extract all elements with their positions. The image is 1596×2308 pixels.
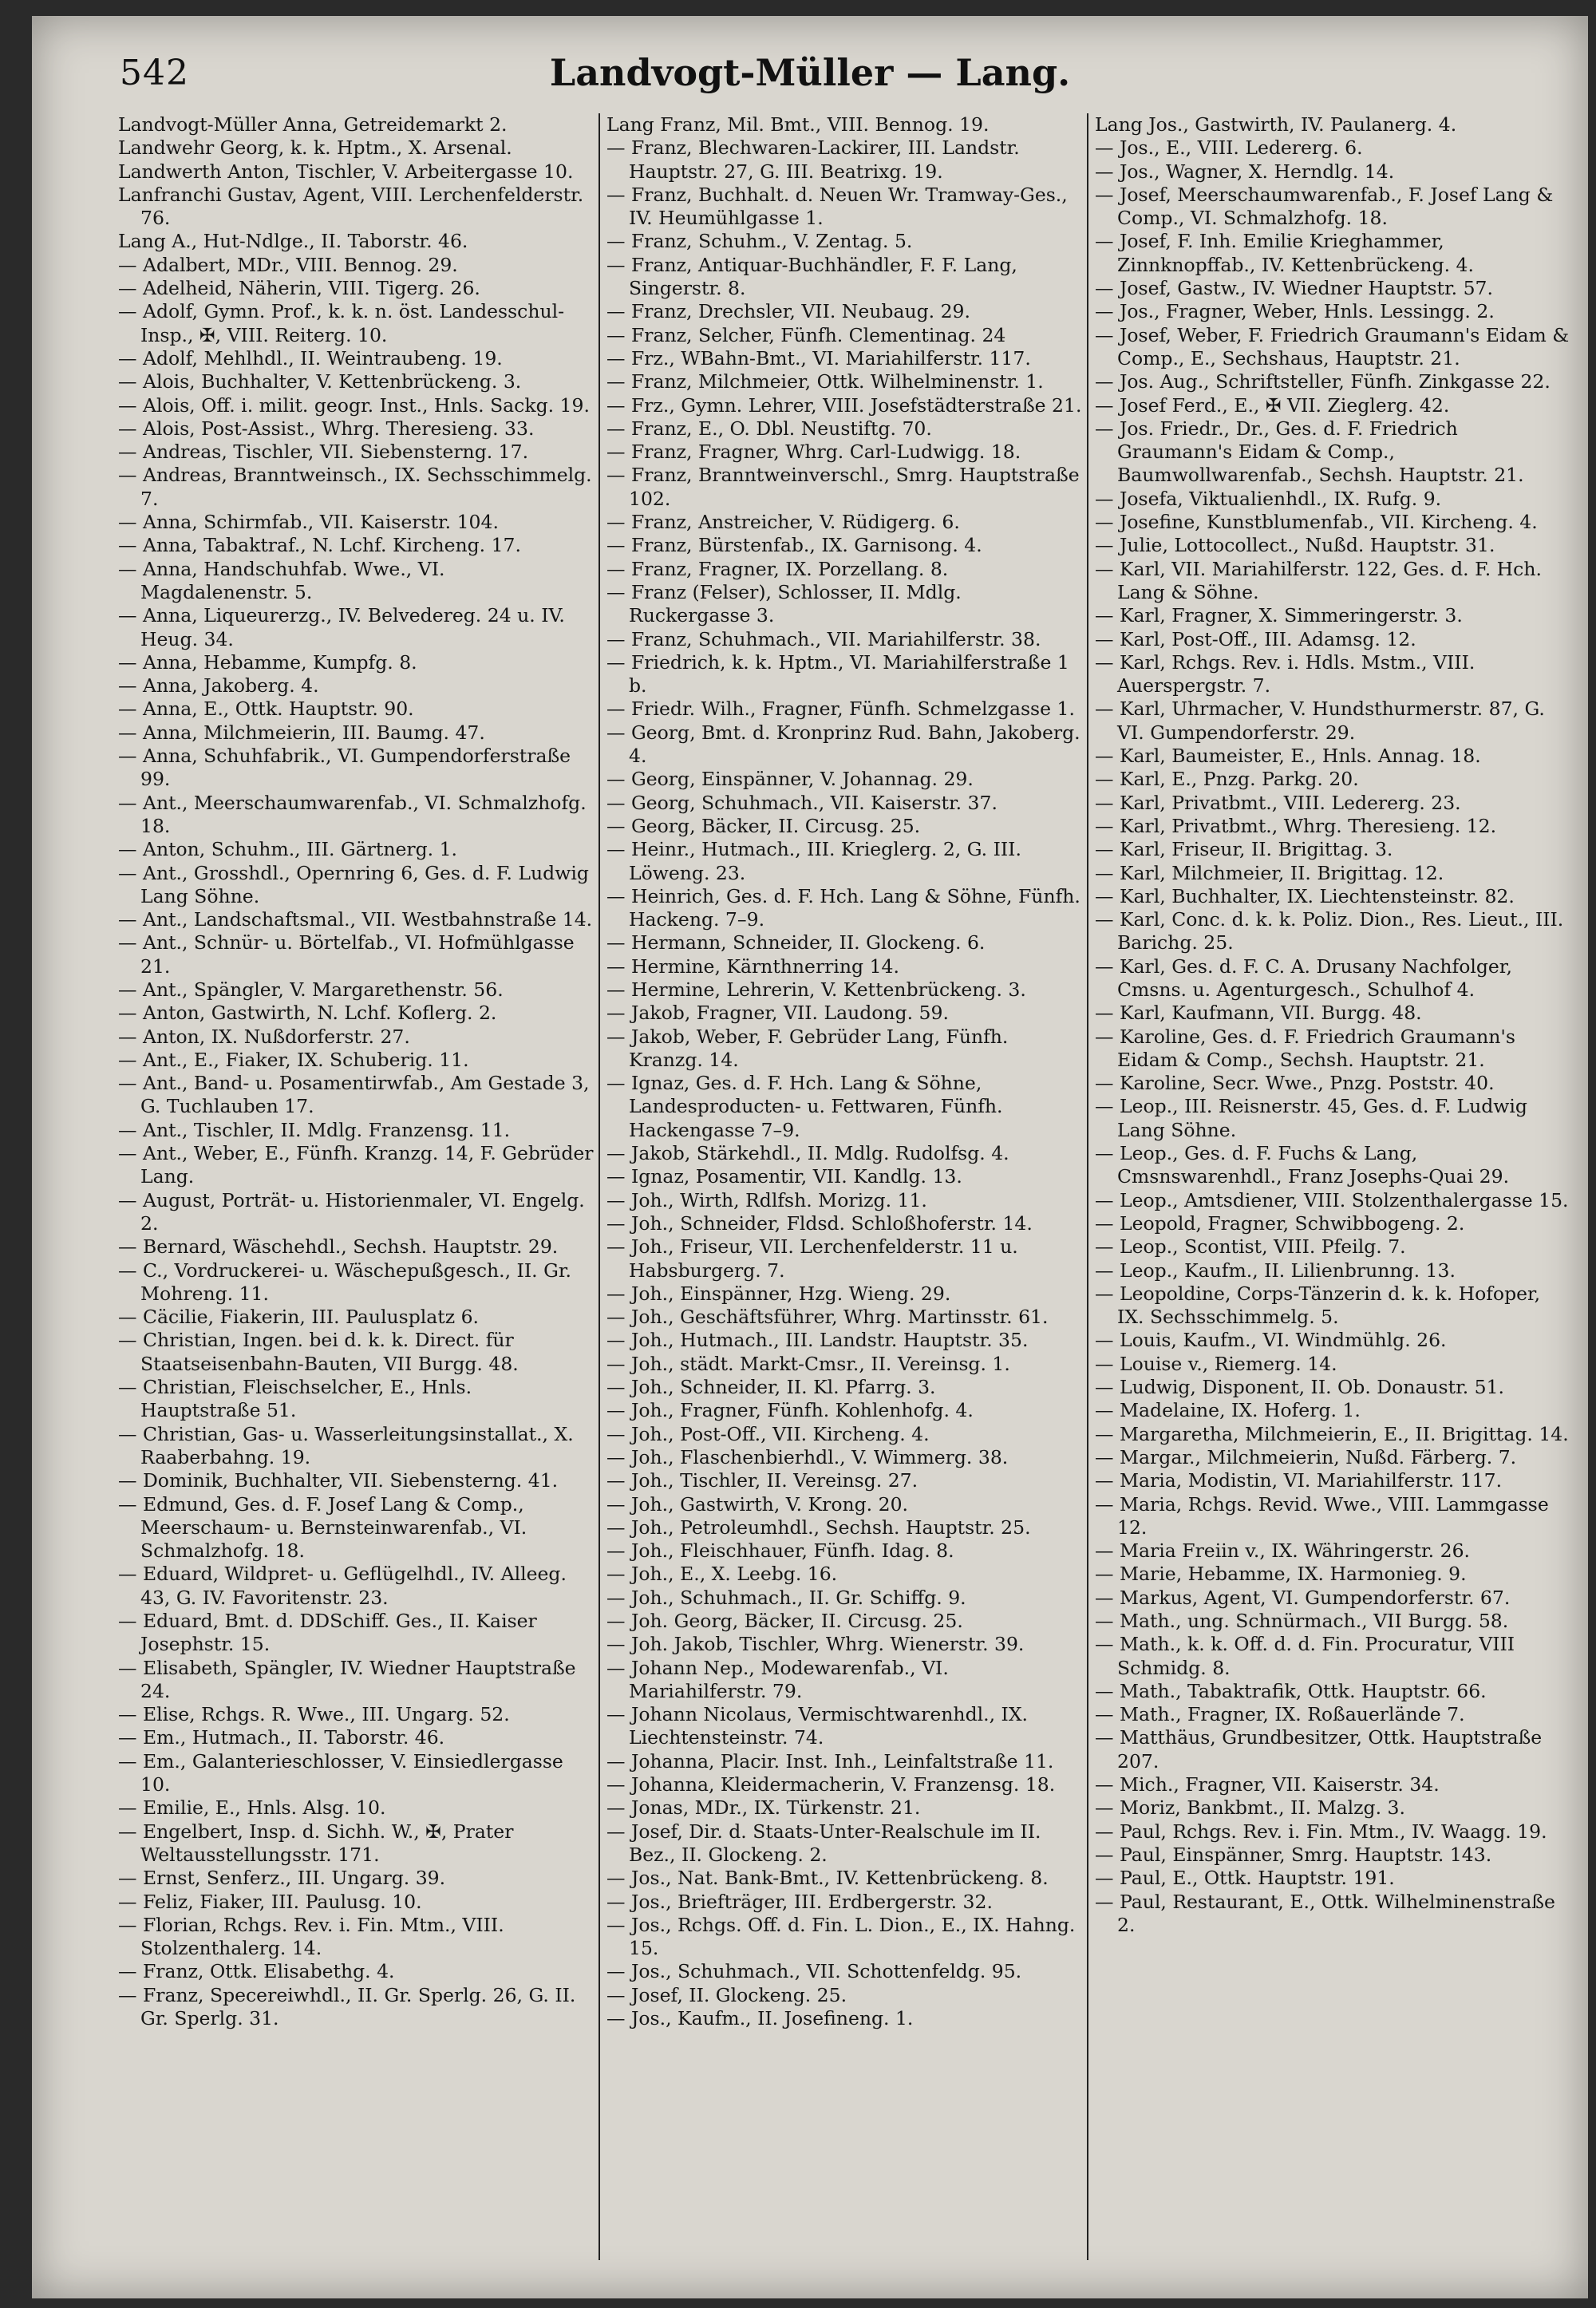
column-divider: [598, 113, 600, 2260]
directory-entry: — Karl, Privatbmt., VIII. Ledererg. 23.: [1095, 791, 1461, 814]
directory-entry: — Markus, Agent, VI. Gumpendorferstr. 67.: [1095, 1586, 1511, 1609]
running-head: Landvogt-Müller — Lang.: [549, 51, 1071, 94]
directory-entry: — Em., Galanterieschlosser, V. Einsiedlergasse 10.: [118, 1749, 563, 1796]
directory-entry: — Ignaz, Ges. d. F. Hch. Lang & Söhne, Landesproducten- u. Fettwaren, Fünfh. Hackengasse 7–9.: [606, 1072, 1003, 1141]
directory-entry: — Anton, Gastwirth, N. Lchf. Koflerg. 2.: [118, 1002, 497, 1025]
directory-entry: — Ant., Landschaftsmal., VII. Westbahnstraße 14.: [118, 908, 593, 931]
directory-entry: — Joh., Schneider, Fldsd. Schloßhoferstr. 14.: [606, 1211, 1033, 1235]
directory-entry: — Leop., III. Reisnerstr. 45, Ges. d. F. Ludwig Lang Söhne.: [1095, 1095, 1527, 1141]
directory-entry: — Christian, Gas- u. Wasserleitungsinstallat., X. Raaberbahng. 19.: [118, 1422, 574, 1468]
directory-entry: — Josef Ferd., E., ✠ VII. Zieglerg. 42.: [1095, 393, 1450, 417]
directory-entry: — Anna, Liqueurerzg., IV. Belvedereg. 24 u. IV. Heug. 34.: [118, 604, 565, 650]
directory-entry: — Karl, E., Pnzg. Parkg. 20.: [1095, 768, 1359, 791]
directory-entry: — Joh., städt. Markt-Cmsr., II. Vereinsg. 1.: [606, 1352, 1010, 1375]
directory-entry: — Louise v., Riemerg. 14.: [1095, 1352, 1337, 1375]
directory-entry: — Johann Nicolaus, Vermischtwarenhdl., IX. Liechtensteinstr. 74.: [606, 1703, 1029, 1749]
directory-entry: — Ant., Spängler, V. Margarethenstr. 56.: [118, 978, 504, 1001]
directory-entry: — Joh., Tischler, II. Vereinsg. 27.: [606, 1469, 918, 1492]
directory-entry: — Georg, Bäcker, II. Circusg. 25.: [606, 814, 921, 837]
directory-entry: — Johanna, Placir. Inst. Inh., Leinfaltstraße 11.: [606, 1749, 1054, 1772]
directory-entry: Lang A., Hut-Ndlge., II. Taborstr. 46.: [118, 230, 468, 253]
directory-entry: — Karl, Friseur, II. Brigittag. 3.: [1095, 838, 1393, 861]
directory-entry: — Mich., Fragner, VII. Kaiserstr. 34.: [1095, 1773, 1440, 1796]
directory-entry: — Jakob, Fragner, VII. Laudong. 59.: [606, 1002, 949, 1025]
directory-entry: — Josefine, Kunstblumenfab., VII. Kircheng. 4.: [1095, 511, 1538, 534]
directory-entry: Lanfranchi Gustav, Agent, VIII. Lerchenfelderstr. 76.: [118, 183, 584, 230]
directory-entry: — Ant., Meerschaumwarenfab., VI. Schmalzhofg. 18.: [118, 791, 587, 837]
directory-entry: — Joh., Friseur, VII. Lerchenfelderstr. 11 u. Habsburgerg. 7.: [606, 1235, 1018, 1282]
directory-entry: — Franz, Fragner, Whrg. Carl-Ludwigg. 18.: [606, 441, 1021, 464]
directory-entry: — Edmund, Ges. d. F. Josef Lang & Comp., Meerschaum- u. Bernsteinwarenfab., VI. Schmalzhofg. 18.: [118, 1492, 527, 1563]
directory-entry: — Karl, Fragner, X. Simmeringerstr. 3.: [1095, 604, 1463, 627]
directory-entry: — Dominik, Buchhalter, VII. Siebensterng. 41.: [118, 1469, 559, 1492]
directory-entry: — Julie, Lottocollect., Nußd. Hauptstr. 31.: [1095, 534, 1495, 557]
directory-entry: — Joh., Einspänner, Hzg. Wieng. 29.: [606, 1282, 951, 1305]
directory-entry: — Karl, Ges. d. F. C. A. Drusany Nachfolger, Cmsns. u. Agenturgesch., Schulhof 4.: [1095, 954, 1512, 1001]
directory-entry: — Jos., Wagner, X. Herndlg. 14.: [1095, 160, 1395, 183]
directory-entry: — Cäcilie, Fiakerin, III. Paulusplatz 6.: [118, 1306, 480, 1329]
directory-entry: — Franz, Fragner, IX. Porzellang. 8.: [606, 557, 949, 580]
page-header: [32, 46, 1588, 102]
directory-entry: — Maria Freiin v., IX. Währingerstr. 26.: [1095, 1539, 1470, 1563]
directory-entry: — Karl, Baumeister, E., Hnls. Annag. 18.: [1095, 745, 1481, 768]
directory-entry: — Anton, IX. Nußdorferstr. 27.: [118, 1025, 410, 1048]
directory-entry: — Emilie, E., Hnls. Alsg. 10.: [118, 1796, 386, 1820]
directory-entry: — Heinrich, Ges. d. F. Hch. Lang & Söhne, Fünfh. Hackeng. 7–9.: [606, 884, 1080, 931]
directory-entry: — Franz, Anstreicher, V. Rüdigerg. 6.: [606, 511, 960, 534]
directory-entry: — Josef, Dir. d. Staats-Unter-Realschule im II. Bez., II. Glockeng. 2.: [606, 1820, 1041, 1866]
directory-entry: — Heinr., Hutmach., III. Krieglerg. 2, G. III. Löweng. 23.: [606, 838, 1021, 884]
directory-entry: Landwehr Georg, k. k. Hptm., X. Arsenal.: [118, 136, 512, 160]
directory-entry: — Franz, Milchmeier, Ottk. Wilhelminenstr. 1.: [606, 370, 1044, 393]
directory-columns: [118, 113, 1570, 2268]
directory-entry: — Joh., Geschäftsführer, Whrg. Martinsstr. 61.: [606, 1306, 1049, 1329]
directory-entry: — Engelbert, Insp. d. Sichh. W., ✠, Prater Weltausstellungsstr. 171.: [118, 1820, 514, 1866]
directory-entry: — Ernst, Senferz., III. Ungarg. 39.: [118, 1867, 446, 1890]
directory-entry: — Maria, Rchgs. Revid. Wwe., VIII. Lammgasse 12.: [1095, 1492, 1549, 1539]
directory-entry: — Alois, Post-Assist., Whrg. Theresieng. 33.: [118, 417, 535, 440]
directory-entry: — Joh. Georg, Bäcker, II. Circusg. 25.: [606, 1610, 963, 1632]
directory-entry: — Karl, Post-Off., III. Adamsg. 12.: [1095, 627, 1416, 650]
directory-entry: — Louis, Kaufm., VI. Windmühlg. 26.: [1095, 1329, 1447, 1352]
directory-entry: — Frz., Gymn. Lehrer, VIII. Josefstädterstraße 21.: [606, 393, 1082, 417]
directory-entry: — Leopoldine, Corps-Tänzerin d. k. k. Hofoper, IX. Sechsschimmelg. 5.: [1095, 1282, 1541, 1329]
directory-entry: — Jonas, MDr., IX. Türkenstr. 21.: [606, 1796, 921, 1820]
directory-entry: — Math., Tabaktrafik, Ottk. Hauptstr. 66.: [1095, 1679, 1487, 1702]
directory-entry: — Ignaz, Posamentir, VII. Kandlg. 13.: [606, 1165, 962, 1188]
directory-entry: — Jos., Fragner, Weber, Hnls. Lessingg. 2.: [1095, 300, 1495, 323]
directory-entry: — Anton, Schuhm., III. Gärtnerg. 1.: [118, 838, 458, 861]
directory-entry: — Jos., Briefträger, III. Erdbergerstr. 32.: [606, 1890, 993, 1913]
directory-entry: — Maria, Modistin, VI. Mariahilferstr. 117.: [1095, 1469, 1503, 1492]
directory-column-2: [606, 113, 1082, 2268]
directory-entry: Landwerth Anton, Tischler, V. Arbeitergasse 10.: [118, 160, 574, 183]
directory-entry: — Anna, Milchmeierin, III. Baumg. 47.: [118, 721, 485, 744]
directory-entry: — Joh., Wirth, Rdlfsh. Morizg. 11.: [606, 1188, 927, 1211]
directory-entry: — Alois, Off. i. milit. geogr. Inst., Hnls. Sackg. 19.: [118, 393, 590, 417]
directory-entry: — Leop., Kaufm., II. Lilienbrunng. 13.: [1095, 1259, 1456, 1282]
directory-entry: — Ant., E., Fiaker, IX. Schuberig. 11.: [118, 1048, 469, 1071]
directory-entry: — Moriz, Bankbmt., II. Malzg. 3.: [1095, 1796, 1405, 1820]
directory-entry: — Joh., Schneider, II. Kl. Pfarrg. 3.: [606, 1376, 936, 1399]
directory-entry: — Karl, Privatbmt., Whrg. Theresieng. 12.: [1095, 814, 1497, 837]
directory-entry: — Florian, Rchgs. Rev. i. Fin. Mtm., VIII. Stolzenthalerg. 14.: [118, 1913, 504, 1960]
directory-entry: — Josef, II. Glockeng. 25.: [606, 1983, 847, 2006]
directory-entry: — Joh., Fragner, Fünfh. Kohlenhofg. 4.: [606, 1399, 974, 1422]
directory-entry: — Frz., WBahn-Bmt., VI. Mariahilferstr. 117.: [606, 346, 1031, 370]
directory-entry: — C., Vordruckerei- u. Wäschepußgesch., II. Gr. Mohreng. 11.: [118, 1259, 571, 1305]
directory-entry: — Jos., Rchgs. Off. d. Fin. L. Dion., E., IX. Hahng. 15.: [606, 1913, 1076, 1960]
directory-entry: — Franz, Blechwaren-Lackirer, III. Landstr. Hauptstr. 27, G. III. Beatrixg. 19.: [606, 136, 1020, 183]
directory-entry: — Karl, VII. Mariahilferstr. 122, Ges. d. F. Hch. Lang & Söhne.: [1095, 557, 1542, 603]
directory-entry: — Franz, Branntweinverschl., Smrg. Hauptstraße 102.: [606, 464, 1080, 510]
directory-entry: — Jakob, Weber, F. Gebrüder Lang, Fünfh. Kranzg. 14.: [606, 1025, 1009, 1071]
directory-entry: — Karl, Kaufmann, VII. Burgg. 48.: [1095, 1002, 1422, 1025]
directory-entry: — Josef, Gastw., IV. Wiedner Hauptstr. 57.: [1095, 277, 1493, 300]
directory-entry: — Karl, Buchhalter, IX. Liechtensteinstr. 82.: [1095, 884, 1515, 907]
directory-entry: — Paul, Rchgs. Rev. i. Fin. Mtm., IV. Waagg. 19.: [1095, 1820, 1547, 1843]
directory-entry: — Paul, Einspänner, Smrg. Hauptstr. 143.: [1095, 1843, 1492, 1866]
directory-entry: — Ant., Band- u. Posamentirwfab., Am Gestade 3, G. Tuchlauben 17.: [118, 1072, 590, 1118]
directory-entry: — Friedrich, k. k. Hptm., VI. Mariahilferstraße 1 b.: [606, 650, 1069, 698]
directory-entry: — Georg, Bmt. d. Kronprinz Rud. Bahn, Jakoberg. 4.: [606, 721, 1080, 768]
directory-entry: — Ant., Schnür- u. Börtelfab., VI. Hofmühlgasse 21.: [118, 931, 575, 978]
directory-entry: Landvogt-Müller Anna, Getreidemarkt 2.: [118, 113, 508, 136]
directory-entry: — Franz, Selcher, Fünfh. Clementinag. 24: [606, 323, 1006, 346]
directory-entry: — August, Porträt- u. Historienmaler, VI. Engelg. 2.: [118, 1188, 585, 1235]
directory-entry: — Karl, Uhrmacher, V. Hundsthurmerstr. 87, G. VI. Gumpendorferstr. 29.: [1095, 698, 1545, 744]
directory-entry: — Anna, E., Ottk. Hauptstr. 90.: [118, 698, 414, 721]
directory-entry: — Paul, E., Ottk. Hauptstr. 191.: [1095, 1867, 1395, 1890]
directory-entry: — Ant., Tischler, II. Mdlg. Franzensg. 11.: [118, 1118, 511, 1141]
directory-entry: — Marie, Hebamme, IX. Harmonieg. 9.: [1095, 1563, 1467, 1586]
directory-entry: Lang Jos., Gastwirth, IV. Paulanerg. 4.: [1095, 113, 1457, 136]
directory-entry: — Christian, Ingen. bei d. k. k. Direct. für Staatseisenbahn-Bauten, VII Burgg. 48.: [118, 1329, 519, 1375]
directory-entry: — Christian, Fleischselcher, E., Hnls. Hauptstraße 51.: [118, 1376, 472, 1422]
directory-entry: — Em., Hutmach., II. Taborstr. 46.: [118, 1726, 445, 1749]
directory-entry: — Adolf, Gymn. Prof., k. k. n. öst. Landesschul-Insp., ✠, VIII. Reiterg. 10.: [118, 300, 565, 346]
directory-entry: — Franz, Schuhm., V. Zentag. 5.: [606, 230, 913, 253]
directory-entry: — Ant., Grosshdl., Opernring 6, Ges. d. F. Ludwig Lang Söhne.: [118, 861, 589, 907]
directory-entry: — Feliz, Fiaker, III. Paulusg. 10.: [118, 1890, 422, 1913]
page-number: 542: [120, 53, 189, 93]
directory-entry: — Jos., Kaufm., II. Josefineng. 1.: [606, 2007, 914, 2030]
directory-entry: — Leop., Scontist, VIII. Pfeilg. 7.: [1095, 1235, 1406, 1259]
directory-entry: — Andreas, Branntweinsch., IX. Sechsschimmelg. 7.: [118, 464, 592, 510]
directory-entry: — Franz (Felser), Schlosser, II. Mdlg. Ruckergasse 3.: [606, 580, 962, 627]
directory-entry: — Jakob, Stärkehdl., II. Mdlg. Rudolfsg. 4.: [606, 1142, 1009, 1165]
directory-entry: — Johann Nep., Modewarenfab., VI. Mariahilferstr. 79.: [606, 1656, 949, 1702]
directory-entry: — Jos. Friedr., Dr., Ges. d. F. Friedrich Graumann's Eidam & Comp., Baumwollwarenfab., Sechsh. Hauptstr. 21.: [1095, 417, 1524, 487]
directory-entry: — Anna, Handschuhfab. Wwe., VI. Magdalenenstr. 5.: [118, 557, 445, 603]
directory-entry: — Franz, Antiquar-Buchhändler, F. F. Lang, Singerstr. 8.: [606, 253, 1017, 300]
directory-entry: — Andreas, Tischler, VII. Siebensterng. 17.: [118, 441, 529, 464]
directory-entry: — Elise, Rchgs. R. Wwe., III. Ungarg. 52.: [118, 1703, 510, 1726]
directory-entry: — Math., k. k. Off. d. d. Fin. Procuratur, VIII Schmidg. 8.: [1095, 1633, 1515, 1679]
directory-entry: — Karl, Milchmeier, II. Brigittag. 12.: [1095, 861, 1444, 884]
directory-entry: — Eduard, Bmt. d. DDSchiff. Ges., II. Kaiser Josephstr. 15.: [118, 1610, 537, 1656]
directory-entry: — Karl, Conc. d. k. k. Poliz. Dion., Res. Lieut., III. Barichg. 25.: [1095, 908, 1564, 954]
directory-entry: — Karoline, Ges. d. F. Friedrich Graumann's Eidam & Comp., Sechsh. Hauptstr. 21.: [1095, 1025, 1515, 1071]
directory-entry: — Franz, Drechsler, VII. Neubaug. 29.: [606, 300, 970, 323]
directory-entry: — Anna, Schuhfabrik., VI. Gumpendorferstraße 99.: [118, 745, 571, 791]
directory-entry: — Georg, Einspänner, V. Johannag. 29.: [606, 768, 974, 791]
directory-entry: — Franz, Ottk. Elisabethg. 4.: [118, 1960, 395, 1983]
directory-entry: — Joh., Gastwirth, V. Krong. 20.: [606, 1492, 908, 1516]
directory-column-1: [118, 113, 594, 2268]
directory-entry: — Josefa, Viktualienhdl., IX. Rufg. 9.: [1095, 487, 1442, 510]
directory-entry: — Josef, Weber, F. Friedrich Graumann's Eidam & Comp., E., Sechshaus, Hauptstr. 21.: [1095, 323, 1570, 370]
directory-entry: — Paul, Restaurant, E., Ottk. Wilhelminenstraße 2.: [1095, 1890, 1555, 1936]
directory-entry: — Franz, Buchhalt. d. Neuen Wr. Tramway-Ges., IV. Heumühlgasse 1.: [606, 183, 1068, 230]
directory-entry: — Karoline, Secr. Wwe., Pnzg. Poststr. 40.: [1095, 1072, 1495, 1095]
directory-entry: — Johanna, Kleidermacherin, V. Franzensg. 18.: [606, 1773, 1056, 1796]
directory-entry: — Leop., Amtsdiener, VIII. Stolzenthalergasse 15.: [1095, 1188, 1569, 1211]
directory-entry: — Anna, Tabaktraf., N. Lchf. Kircheng. 17.: [118, 534, 521, 557]
directory-entry: — Math., Fragner, IX. Roßauerlände 7.: [1095, 1703, 1465, 1726]
directory-entry: — Franz, E., O. Dbl. Neustiftg. 70.: [606, 417, 932, 440]
directory-entry: — Franz, Bürstenfab., IX. Garnisong. 4.: [606, 534, 982, 557]
directory-entry: — Jos., E., VIII. Ledererg. 6.: [1095, 136, 1363, 160]
directory-entry: — Joh. Jakob, Tischler, Whrg. Wienerstr. 39.: [606, 1633, 1025, 1656]
directory-entry: — Math., ung. Schnürmach., VII Burgg. 58.: [1095, 1610, 1509, 1632]
directory-entry: — Hermann, Schneider, II. Glockeng. 6.: [606, 931, 986, 954]
column-divider: [1087, 113, 1088, 2260]
directory-entry: — Bernard, Wäschehdl., Sechsh. Hauptstr. 29.: [118, 1235, 559, 1259]
directory-entry: — Franz, Specereiwhdl., II. Gr. Sperlg. 26, G. II. Gr. Sperlg. 31.: [118, 1983, 576, 2030]
directory-entry: — Margar., Milchmeierin, Nußd. Färberg. 7.: [1095, 1445, 1517, 1468]
directory-entry: — Franz, Schuhmach., VII. Mariahilferstr. 38.: [606, 627, 1041, 650]
directory-entry: — Adolf, Mehlhdl., II. Weintraubeng. 19.: [118, 346, 503, 370]
directory-entry: — Leopold, Fragner, Schwibbogeng. 2.: [1095, 1211, 1465, 1235]
directory-entry: — Anna, Hebamme, Kumpfg. 8.: [118, 650, 417, 674]
directory-entry: — Hermine, Kärnthnerring 14.: [606, 954, 899, 978]
directory-entry: — Josef, Meerschaumwarenfab., F. Josef Lang & Comp., VI. Schmalzhofg. 18.: [1095, 183, 1554, 230]
directory-entry: — Josef, F. Inh. Emilie Krieghammer, Zinnknopffab., IV. Kettenbrückeng. 4.: [1095, 230, 1474, 276]
directory-entry: — Georg, Schuhmach., VII. Kaiserstr. 37.: [606, 791, 998, 814]
directory-entry: — Anna, Schirmfab., VII. Kaiserstr. 104.: [118, 511, 499, 534]
directory-entry: — Eduard, Wildpret- u. Geflügelhdl., IV. Alleeg. 43, G. IV. Favoritenstr. 23.: [118, 1563, 567, 1609]
directory-entry: — Alois, Buchhalter, V. Kettenbrückeng. 3.: [118, 370, 522, 393]
directory-entry: — Matthäus, Grundbesitzer, Ottk. Hauptstraße 207.: [1095, 1726, 1543, 1772]
directory-entry: — Leop., Ges. d. F. Fuchs & Lang, Cmsnswarenhdl., Franz Josephs-Quai 29.: [1095, 1142, 1510, 1188]
directory-entry: — Adelheid, Näherin, VIII. Tigerg. 26.: [118, 277, 480, 300]
directory-entry: — Friedr. Wilh., Fragner, Fünfh. Schmelzgasse 1.: [606, 698, 1075, 721]
directory-entry: — Elisabeth, Spängler, IV. Wiedner Hauptstraße 24.: [118, 1656, 576, 1702]
directory-entry: — Ludwig, Disponent, II. Ob. Donaustr. 51.: [1095, 1376, 1505, 1399]
directory-entry: — Joh., Hutmach., III. Landstr. Hauptstr. 35.: [606, 1329, 1029, 1352]
directory-entry: — Joh., Flaschenbierhdl., V. Wimmerg. 38.: [606, 1445, 1009, 1468]
directory-entry: — Adalbert, MDr., VIII. Bennog. 29.: [118, 253, 458, 276]
directory-entry: — Karl, Rchgs. Rev. i. Hdls. Mstm., VIII. Auerspergstr. 7.: [1095, 650, 1476, 698]
directory-entry: — Jos., Nat. Bank-Bmt., IV. Kettenbrückeng. 8.: [606, 1867, 1049, 1890]
directory-entry: — Anna, Jakoberg. 4.: [118, 674, 319, 698]
directory-entry: — Joh., Schuhmach., II. Gr. Schiffg. 9.: [606, 1586, 966, 1609]
directory-entry: — Joh., Post-Off., VII. Kircheng. 4.: [606, 1422, 930, 1445]
directory-column-3: [1095, 113, 1570, 2268]
directory-entry: — Joh., Fleischhauer, Fünfh. Idag. 8.: [606, 1539, 954, 1563]
directory-entry: — Hermine, Lehrerin, V. Kettenbrückeng. 3.: [606, 978, 1026, 1001]
directory-entry: — Jos., Schuhmach., VII. Schottenfeldg. 95.: [606, 1960, 1022, 1983]
directory-entry: Lang Franz, Mil. Bmt., VIII. Bennog. 19.: [606, 113, 990, 136]
directory-entry: — Margaretha, Milchmeierin, E., II. Brigittag. 14.: [1095, 1422, 1569, 1445]
directory-entry: — Jos. Aug., Schriftsteller, Fünfh. Zinkgasse 22.: [1095, 370, 1551, 393]
directory-entry: — Joh., Petroleumhdl., Sechsh. Hauptstr. 25.: [606, 1516, 1031, 1539]
directory-entry: — Madelaine, IX. Hoferg. 1.: [1095, 1399, 1361, 1422]
directory-entry: — Joh., E., X. Leebg. 16.: [606, 1563, 838, 1586]
directory-page: [32, 16, 1588, 2298]
directory-entry: — Ant., Weber, E., Fünfh. Kranzg. 14, F. Gebrüder Lang.: [118, 1142, 594, 1188]
